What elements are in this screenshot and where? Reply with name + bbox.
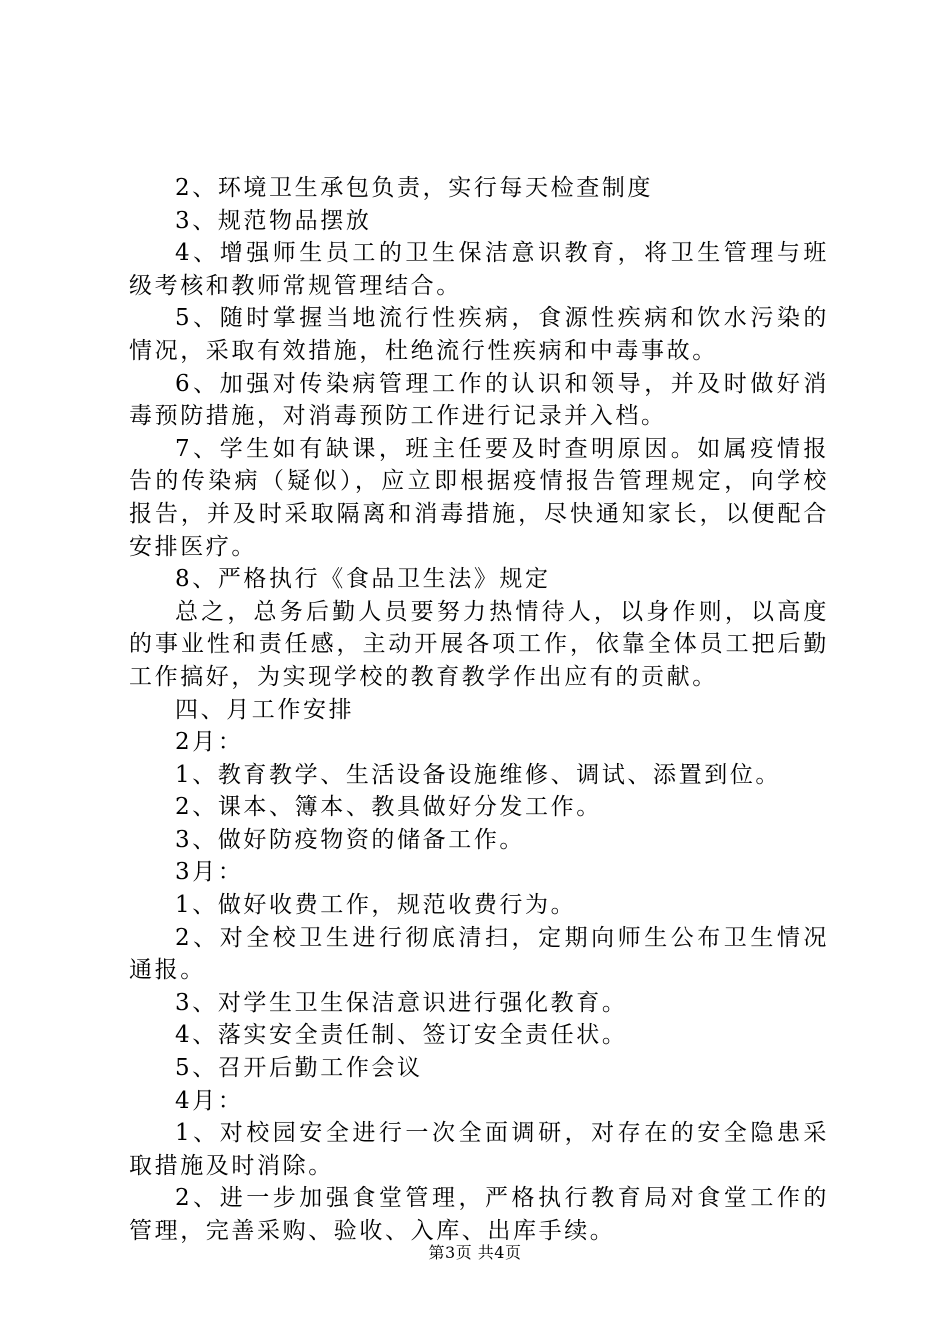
paragraph: 6、加强对传染病管理工作的认识和领导，并及时做好消毒预防措施，对消毒预防工作进行记录并入档。 (129, 370, 829, 430)
paragraph: 5、召开后勤工作会议 (175, 1055, 423, 1082)
paragraph: 3、对学生卫生保洁意识进行强化教育。 (175, 989, 628, 1016)
month-heading: 3月： (175, 859, 244, 886)
paragraph: 7、学生如有缺课，班主任要及时查明原因。如属疫情报告的传染病（疑似），应立即根据疫情报告管理规定，向学校报告，并及时采取隔离和消毒措施，尽快通知家长，以便配合安排医疗。 (129, 435, 829, 560)
paragraph: 2、课本、簿本、教具做好分发工作。 (175, 794, 602, 821)
paragraph: 2、环境卫生承包负责，实行每天检查制度 (175, 175, 654, 201)
month-heading: 2月： (175, 729, 244, 756)
document-body (129, 172, 829, 1248)
page-footer: 第3页 共4页 (428, 1243, 522, 1262)
paragraph: 2、进一步加强食堂管理，严格执行教育局对食堂工作的管理，完善采购、验收、入库、出库手续。 (129, 1185, 829, 1244)
paragraph: 4、增强师生员工的卫生保洁意识教育，将卫生管理与班级考核和教师常规管理结合。 (129, 240, 829, 299)
paragraph: 总之，总务后勤人员要努力热情待人，以身作则，以高度的事业性和责任感，主动开展各项工作，依靠全体员工把后勤工作搞好，为实现学校的教育教学作出应有的贡献。 (129, 598, 829, 690)
section-heading: 四、月工作安排 (175, 696, 355, 723)
paragraph: 5、随时掌握当地流行性疾病，食源性疾病和饮水污染的情况，采取有效措施，杜绝流行性疾病和中毒事故。 (129, 305, 829, 364)
paragraph: 8、严格执行《食品卫生法》规定 (175, 566, 551, 593)
paragraph: 3、做好防疫物资的储备工作。 (175, 826, 526, 853)
month-heading: 4月： (175, 1087, 244, 1114)
paragraph: 1、教育教学、生活设备设施维修、调试、添置到位。 (175, 761, 782, 788)
paragraph: 1、做好收费工作，规范收费行为。 (175, 892, 577, 919)
paragraph: 4、落实安全责任制、签订安全责任状。 (175, 1022, 628, 1049)
paragraph: 2、对全校卫生进行彻底清扫，定期向师生公布卫生情况通报。 (129, 924, 829, 984)
paragraph: 1、对校园安全进行一次全面调研，对存在的安全隐患采取措施及时消除。 (129, 1120, 829, 1179)
paragraph: 3、规范物品摆放 (175, 207, 372, 234)
